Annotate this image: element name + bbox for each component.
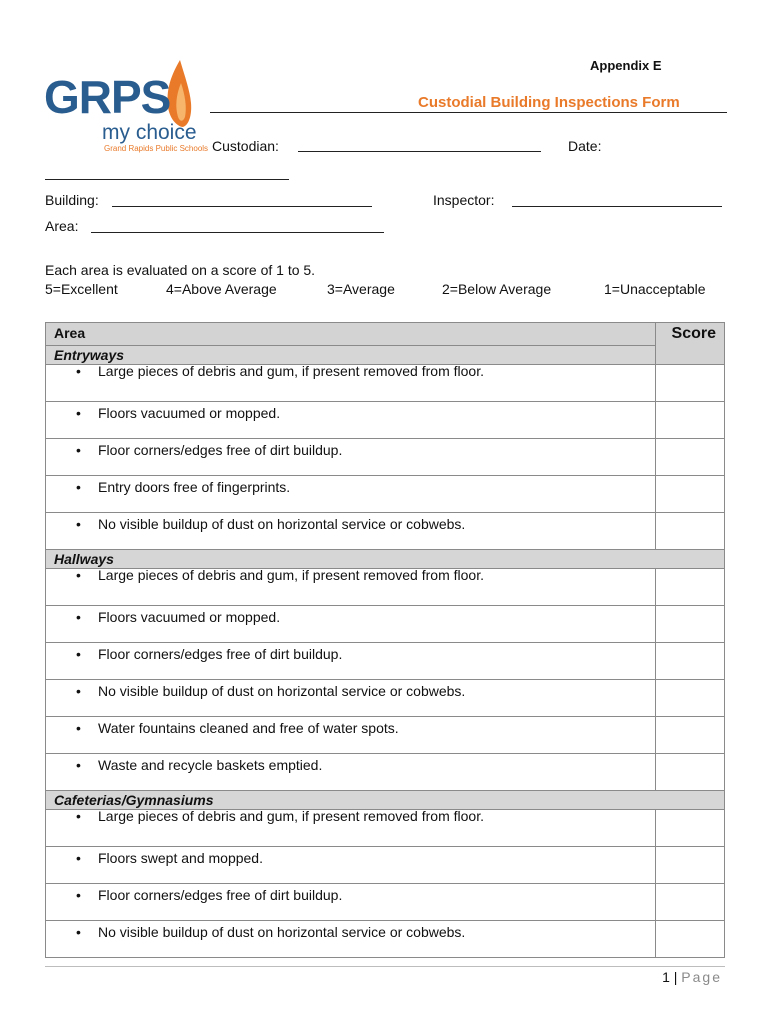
area-field[interactable] (91, 231, 384, 233)
bullet-icon: • (76, 609, 81, 625)
footer-rule (45, 966, 725, 967)
score-cell[interactable] (656, 680, 725, 717)
criterion-text: No visible buildup of dust on horizontal service or cobwebs. (98, 924, 466, 940)
criterion-text: Floor corners/edges free of dirt buildup. (98, 887, 343, 903)
criterion-text: No visible buildup of dust on horizontal service or cobwebs. (98, 683, 466, 699)
scale-3: 3=Average (327, 281, 395, 297)
page-footer (662, 969, 722, 985)
date-label: Date: (568, 138, 602, 154)
section-title: Cafeterias/Gymnasiums (46, 791, 725, 810)
page-separator: | (673, 969, 678, 985)
building-field[interactable] (112, 205, 372, 207)
criterion-cell (46, 569, 656, 606)
inspector-field[interactable] (512, 205, 722, 207)
score-cell[interactable] (656, 884, 725, 921)
score-cell[interactable] (656, 754, 725, 791)
grps-logo (42, 55, 212, 155)
score-cell[interactable] (656, 847, 725, 884)
criterion-cell (46, 754, 656, 791)
bullet-icon: • (76, 757, 81, 773)
section-title: Hallways (46, 550, 725, 569)
bullet-icon: • (76, 683, 81, 699)
scale-5: 5=Excellent (45, 281, 118, 297)
bullet-icon: • (76, 850, 81, 866)
page-word: Page (681, 969, 722, 985)
table-row (46, 569, 725, 606)
scale-4: 4=Above Average (166, 281, 277, 297)
section-row (46, 550, 725, 569)
score-cell[interactable] (656, 569, 725, 606)
title-rule (210, 112, 727, 113)
score-cell[interactable] (656, 402, 725, 439)
scale-1: 1=Unacceptable (604, 281, 706, 297)
scale-2: 2=Below Average (442, 281, 552, 297)
table-row (46, 717, 725, 754)
score-cell[interactable] (656, 921, 725, 958)
form-title: Custodial Building Inspections Form (418, 94, 680, 111)
bullet-icon: • (76, 363, 81, 379)
bullet-icon: • (76, 567, 81, 583)
inspector-label: Inspector: (433, 192, 495, 208)
table-row (46, 921, 725, 958)
score-cell[interactable] (656, 643, 725, 680)
criterion-text: Large pieces of debris and gum, if present removed from floor. (98, 363, 484, 379)
criterion-text: No visible buildup of dust on horizontal service or cobwebs. (98, 516, 466, 532)
table-row (46, 643, 725, 680)
table-row (46, 513, 725, 550)
score-header: Score (656, 323, 725, 365)
appendix-label: Appendix E (590, 58, 662, 73)
table-row (46, 847, 725, 884)
criterion-text: Floors vacuumed or mopped. (98, 609, 281, 625)
table-header-row (46, 323, 725, 346)
page-number: 1 (662, 969, 670, 985)
bullet-icon: • (76, 924, 81, 940)
logo-sub: my choice (102, 121, 197, 144)
custodian-label: Custodian: (212, 138, 279, 154)
table-row (46, 402, 725, 439)
score-cell[interactable] (656, 717, 725, 754)
criterion-cell (46, 717, 656, 754)
bullet-icon: • (76, 442, 81, 458)
criterion-cell (46, 365, 656, 402)
criterion-cell (46, 680, 656, 717)
criterion-text: Large pieces of debris and gum, if present removed from floor. (98, 567, 484, 583)
date-field[interactable] (45, 178, 289, 180)
bullet-icon: • (76, 720, 81, 736)
criterion-text: Waste and recycle baskets emptied. (98, 757, 323, 773)
table-row (46, 439, 725, 476)
criterion-cell (46, 643, 656, 680)
criterion-cell (46, 402, 656, 439)
logo-main: GRPS (44, 71, 171, 123)
criterion-cell (46, 884, 656, 921)
score-cell[interactable] (656, 513, 725, 550)
bullet-icon: • (76, 405, 81, 421)
table-row (46, 884, 725, 921)
criterion-cell (46, 810, 656, 847)
area-header: Area (46, 323, 656, 346)
bullet-icon: • (76, 516, 81, 532)
criterion-cell (46, 921, 656, 958)
criterion-cell (46, 476, 656, 513)
section-row (46, 791, 725, 810)
table-row (46, 365, 725, 402)
building-label: Building: (45, 192, 99, 208)
criterion-cell (46, 513, 656, 550)
bullet-icon: • (76, 479, 81, 495)
table-row (46, 606, 725, 643)
table-row (46, 810, 725, 847)
criterion-text: Floor corners/edges free of dirt buildup. (98, 646, 343, 662)
score-cell[interactable] (656, 439, 725, 476)
criterion-text: Entry doors free of fingerprints. (98, 479, 291, 495)
criterion-cell (46, 439, 656, 476)
criterion-text: Floors swept and mopped. (98, 850, 263, 866)
area-label: Area: (45, 218, 79, 234)
criterion-text: Water fountains cleaned and free of water spots. (98, 720, 399, 736)
score-cell[interactable] (656, 606, 725, 643)
score-cell[interactable] (656, 476, 725, 513)
table-row (46, 476, 725, 513)
custodian-field[interactable] (298, 150, 541, 152)
score-cell[interactable] (656, 810, 725, 847)
bullet-icon: • (76, 808, 81, 824)
criterion-text: Large pieces of debris and gum, if present removed from floor. (98, 808, 484, 824)
table-row (46, 680, 725, 717)
criterion-text: Floors vacuumed or mopped. (98, 405, 281, 421)
logo-tagline: Grand Rapids Public Schools (104, 144, 209, 153)
section-title: Entryways (46, 346, 656, 365)
bullet-icon: • (76, 887, 81, 903)
criterion-cell (46, 606, 656, 643)
score-cell[interactable] (656, 365, 725, 402)
intro-text: Each area is evaluated on a score of 1 to 5. (45, 262, 316, 278)
criterion-cell (46, 847, 656, 884)
criterion-text: Floor corners/edges free of dirt buildup. (98, 442, 343, 458)
section-row (46, 346, 725, 365)
inspection-table (45, 322, 725, 958)
bullet-icon: • (76, 646, 81, 662)
table-row (46, 754, 725, 791)
